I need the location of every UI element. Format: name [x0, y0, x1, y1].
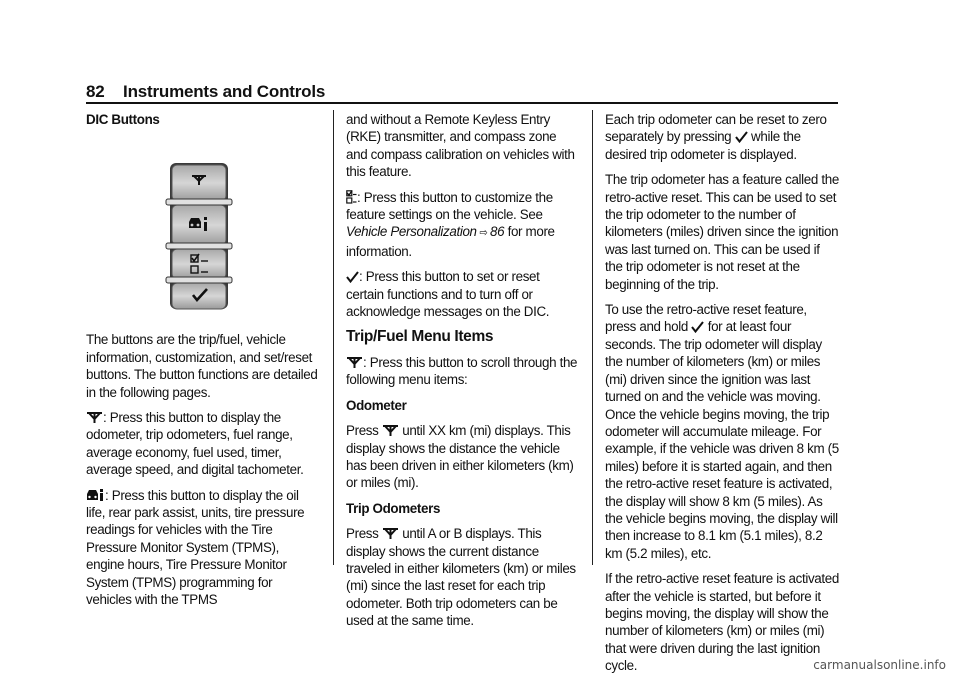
- trip-fuel-icon: [382, 527, 399, 540]
- customization-icon: [346, 190, 357, 204]
- vehicle-info-description: : Press this button to display the oil life, rear park assist, units, tire pressure readings for vehicles with the Tire Pressure Monitor System (TPMS), engine hours, Tire Pressure Monitor System (TPMS) programming for vehicles with the TPMS: [86, 487, 305, 608]
- column-1: [86, 111, 318, 617]
- header-rule: [86, 102, 838, 104]
- vehicle-info-icon: [86, 489, 105, 502]
- vehicle-info-icon: [188, 216, 210, 236]
- scroll-description: : Press this button to scroll through the following menu items:: [346, 354, 578, 388]
- trip-fuel-icon: [190, 173, 208, 191]
- trip-fuel-description: : Press this button to display the odometer, trip odometers, fuel range, average economy, fuel used, timer, average speed, and digital tachometer.: [86, 410, 304, 478]
- column-divider-2: [592, 110, 593, 565]
- trip-fuel-icon: [382, 424, 399, 437]
- buttons-intro: The buttons are the trip/fuel, vehicle information, customization, and set/reset buttons. The button functions are detailed in the following pages.: [86, 332, 318, 400]
- column-3: [605, 111, 840, 683]
- page-ref-arrow-icon: ⇨: [476, 227, 491, 240]
- vehicle-personalization-link[interactable]: Vehicle Personalization: [346, 224, 477, 240]
- odometer-description: Press until XX km (mi) displays. This display shows the distance the vehicle has been driven in either kilometers (km) or miles (mi).: [346, 423, 574, 491]
- customization-description: : Press this button to customize the feature settings on the vehicle. See Vehicle Personalization ⇨ 86 for more information.: [346, 189, 555, 259]
- retro-active-intro: The trip odometer has a feature called the retro-active reset. This can be used to set the trip odometer to the number of kilometers (miles) driven since the ignition was last turned on. This can be used if the trip odometer is not reset at the beginning of the trip.: [605, 172, 839, 292]
- trip-odometers-description: Press until A or B displays. This display shows the current distance traveled in either kilometers (km) or miles (mi) since the last reset for each trip odometer. Both trip odometers can be used at the same time.: [346, 526, 576, 629]
- dic-buttons-illustration: [86, 136, 318, 311]
- page-header: [86, 82, 325, 102]
- vehicle-info-continued: and without a Remote Keyless Entry (RKE) transmitter, and compass zone and compass calibration on vehicles with this feature.: [346, 112, 575, 180]
- trip-fuel-menu-heading: Trip/Fuel Menu Items: [346, 328, 494, 346]
- set-reset-checkmark-icon: [735, 131, 748, 143]
- customization-icon: [190, 253, 210, 279]
- set-reset-checkmark-icon: [346, 271, 359, 283]
- retro-active-usage: To use the retro-active reset feature, press and hold for at least four seconds. The trip odometer will display the number of kilometers (km) or miles (mi) driven since the ignition was last turned on and the vehicle was moving. Once the vehicle begins moving, the trip odometer will accumulate mileage. For example, if the vehicle was driven 8 km (5 miles) before it is started again, and then the retro-active reset feature is activated, the display will show 8 km (5 miles). As the vehicle begins moving, the display will then increase to 8.1 km (5.1 miles), 8.2 km (5.2 miles), etc.: [605, 302, 839, 561]
- trip-fuel-icon: [86, 411, 103, 424]
- reset-zero-paragraph: Each trip odometer can be reset to zero separately by pressing while the desired trip odometer is displayed.: [605, 112, 827, 162]
- watermark: carmanualsonline.info: [813, 658, 946, 672]
- column-2: [346, 111, 578, 638]
- trip-odometers-heading: Trip Odometers: [346, 500, 441, 516]
- dic-buttons-heading: DIC Buttons: [86, 112, 160, 127]
- column-divider-1: [333, 110, 334, 565]
- page-ref-number[interactable]: 86: [490, 224, 505, 240]
- set-reset-checkmark-icon: [192, 288, 208, 306]
- section-title: Instruments and Controls: [123, 82, 326, 101]
- trip-fuel-icon: [346, 356, 363, 369]
- page-number: 82: [86, 82, 105, 101]
- retro-active-after-start: If the retro-active reset feature is activated after the vehicle is started, but before it begins moving, the display will show the number of kilometers (km) or miles (mi) that were driven during the last ignition cycle.: [605, 571, 839, 674]
- set-reset-description: : Press this button to set or reset certain functions and to turn off or acknowledge messages on the DIC.: [346, 269, 550, 320]
- set-reset-checkmark-icon: [691, 321, 704, 333]
- odometer-heading: Odometer: [346, 397, 407, 413]
